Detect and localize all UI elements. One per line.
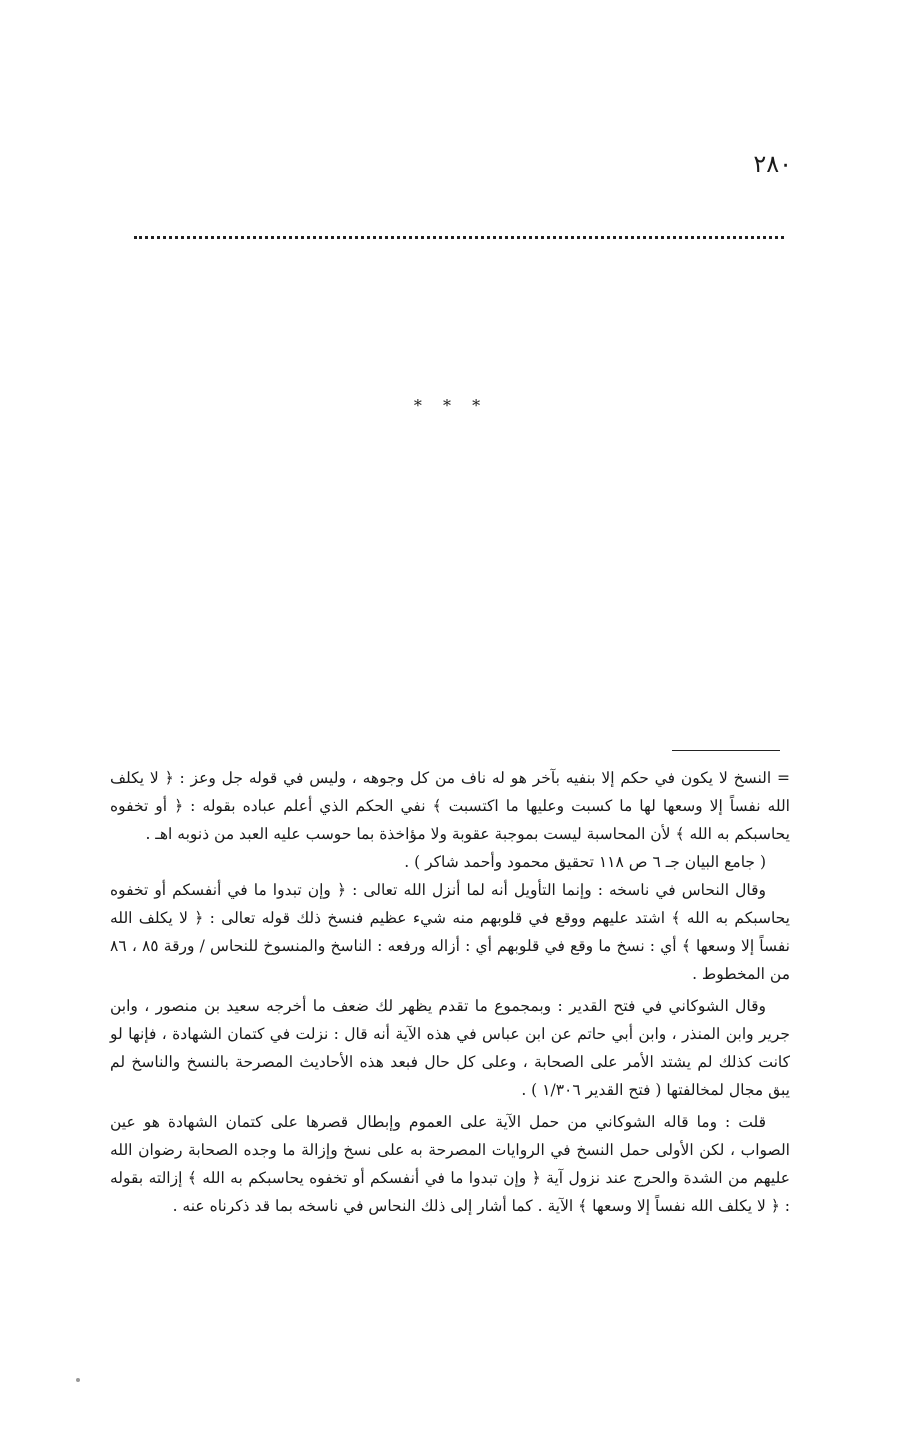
page-number: ٢٨٠ xyxy=(753,150,792,178)
section-separator-stars: * * * xyxy=(413,396,489,415)
footnote-paragraph-author-note: قلت : وما قاله الشوكاني من حمل الآية على العموم وإبطال قصرها على كتمان الشهادة هو عين الصواب ، لكن الأولى حمل النسخ في الروايات المصرحة به على نسخ وإزالة ما وجده الصحابة رضوان الله عليهم من الشدة والحرج عند نزول آية ﴿ وإن تبدوا ما في أنفسكم أو تخفوه يحاسبكم به الله ﴾ إزالته بقوله : ﴿ لا يكلف الله نفساً إلا وسعها ﴾ الآية . كما أشار إلى ذلك النحاس في ناسخه بما قد ذكرناه عنه . xyxy=(110,1113,790,1215)
scan-speck xyxy=(76,1378,80,1382)
footnote-citation: ( جامع البيان جـ ٦ ص ١١٨ تحقيق محمود وأحمد شاكر ) . xyxy=(404,853,766,871)
footnote-paragraph-nahhas: وقال النحاس في ناسخه : وإنما التأويل أنه لما أنزل الله تعالى : ﴿ وإن تبدوا ما في أنفسكم أو تخفوه يحاسبكم به الله ﴾ اشتد عليهم ووقع في قلوبهم منه شيء عظيم فنسخ ذلك قوله تعالى : ﴿ لا يكلف الله نفساً إلا وسعها ﴾ أي : نسخ ما وقع في قلوبهم أي : أزاله ورفعه : الناسخ والمنسوخ للنحاس / ورقة ٨٥ ، ٨٦ من المخطوط . xyxy=(110,881,790,983)
footnote-divider xyxy=(672,750,780,751)
footnote-paragraph-shawkani: وقال الشوكاني في فتح القدير : وبمجموع ما تقدم يظهر لك ضعف ما أخرجه سعيد بن منصور ، وابن جرير وابن المنذر ، وابن أبي حاتم عن ابن عباس في هذه الآية أنه قال : نزلت في كتمان الشهادة ، فإنها لو كانت كذلك لم يشتد الأمر على الصحابة ، وعلى كل حال فبعد هذه الأحاديث المصرحة بالنسخ والناسخ لم يبق مجال لمخالفتها ( فتح القدير ١/٣٠٦ ) . xyxy=(110,997,790,1099)
header-dotted-divider xyxy=(134,236,784,239)
footnote-paragraph-1: = النسخ لا يكون في حكم إلا بنفيه بآخر هو له ناف من كل وجوهه ، وليس في قوله جل وعز : ﴿ لا يكلف الله نفساً إلا وسعها لها ما كسبت وعليها ما اكتسبت ﴾ نفي الحكم الذي أعلم عباده بقوله : ﴿ أو تخفوه يحاسبكم به الله ﴾ لأن المحاسبة ليست بموجبة عقوبة ولا مؤاخذة بما حوسب عليه العبد من ذنوبه اهـ . xyxy=(110,769,790,843)
footnotes-block xyxy=(110,764,790,1220)
